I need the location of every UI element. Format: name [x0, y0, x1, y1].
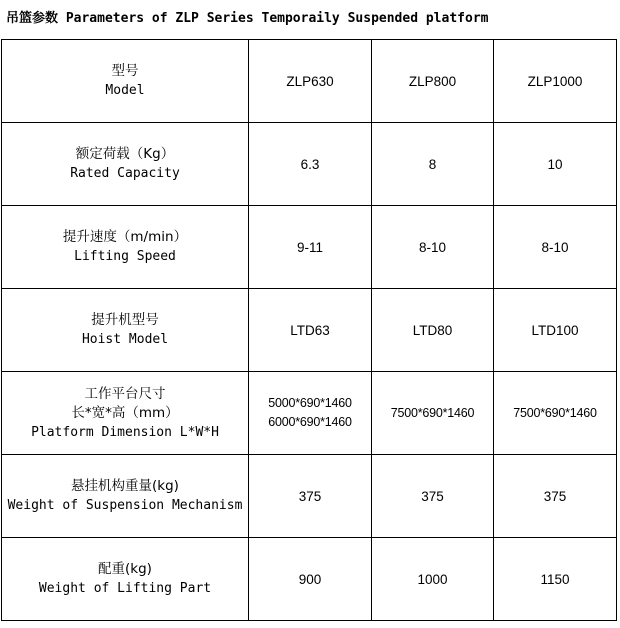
table-row: [2, 289, 617, 372]
value-cell: [494, 455, 617, 538]
row-label-zh: 型号: [111, 63, 139, 79]
value-cell: [494, 123, 617, 206]
row-label-zh: 悬挂机构重量(kg): [71, 478, 179, 494]
cell-value: 900: [298, 571, 322, 587]
cell-value: LTD100: [531, 322, 579, 338]
value-cell: [249, 123, 372, 206]
row-label-zh: 提升速度（m/min）: [62, 229, 188, 245]
row-label-zh: 提升机型号: [91, 312, 159, 328]
table-row: [2, 372, 617, 455]
cell-value: 375: [421, 488, 444, 504]
value-cell: [249, 455, 372, 538]
cell-value: ZLP800: [408, 73, 457, 89]
table-row: [2, 40, 617, 123]
row-label-zh: 配重(kg): [98, 561, 152, 577]
row-label-cell: [2, 289, 249, 372]
cell-value: 375: [298, 488, 322, 504]
cell-value: 7500*690*1460: [513, 405, 597, 420]
value-cell: [372, 206, 494, 289]
row-label-en: Platform Dimension L*W*H: [31, 424, 219, 440]
cell-value: 5000*690*1460: [268, 396, 352, 410]
row-label-en: Weight of Lifting Part: [38, 581, 212, 596]
cell-value: ZLP1000: [527, 73, 583, 89]
cell-value: 7500*690*1460: [390, 405, 475, 420]
cell-value: 9-11: [296, 239, 324, 255]
row-label-en: Weight of Suspension Mechanism: [7, 498, 243, 513]
value-cell: [494, 40, 617, 123]
cell-value: 8: [428, 156, 437, 172]
parameters-table: [1, 39, 617, 621]
value-cell: [249, 372, 372, 455]
row-label-cell: [2, 40, 249, 123]
cell-value: LTD80: [412, 322, 453, 338]
row-label-zh: 额定荷载（Kg）: [75, 146, 175, 162]
row-label-cell: [2, 372, 249, 455]
table-row: [2, 455, 617, 538]
cell-value: LTD63: [290, 322, 330, 338]
row-label-cell: [2, 206, 249, 289]
value-cell: [249, 206, 372, 289]
row-label-cell: [2, 538, 249, 621]
row-label-cell: [2, 123, 249, 206]
value-cell: [494, 289, 617, 372]
cell-value: 375: [543, 488, 567, 504]
value-cell: [249, 40, 372, 123]
cell-value: 8-10: [418, 239, 447, 255]
page-title: 吊篮参数 Parameters of ZLP Series Temporaily Suspended platform: [6, 11, 489, 26]
value-cell: [494, 372, 617, 455]
table-row: [2, 206, 617, 289]
cell-value: 1150: [540, 571, 570, 587]
row-label-en: Lifting Speed: [74, 249, 176, 264]
value-cell: [249, 538, 372, 621]
row-label-en: Rated Capacity: [70, 166, 180, 181]
cell-value: 6.3: [300, 156, 320, 172]
value-cell: [249, 289, 372, 372]
cell-value: 6000*690*1460: [268, 415, 352, 429]
table-row: [2, 123, 617, 206]
row-label-en: Model: [105, 83, 145, 98]
value-cell: [372, 455, 494, 538]
row-label-zh: 工作平台尺寸: [84, 385, 166, 402]
cell-value: 8-10: [541, 239, 569, 255]
table-row: [2, 538, 617, 621]
cell-value: 1000: [417, 571, 448, 587]
row-label-zh-line2: 长*宽*高（mm）: [71, 404, 179, 421]
value-cell: [372, 123, 494, 206]
cell-value: ZLP630: [286, 73, 334, 89]
value-cell: [372, 538, 494, 621]
cell-value: 10: [547, 156, 563, 172]
value-cell: [372, 372, 494, 455]
value-cell: [494, 206, 617, 289]
value-cell: [372, 40, 494, 123]
value-cell: [494, 538, 617, 621]
row-label-cell: [2, 455, 249, 538]
row-label-en: Hoist Model: [81, 332, 169, 347]
value-cell: [372, 289, 494, 372]
